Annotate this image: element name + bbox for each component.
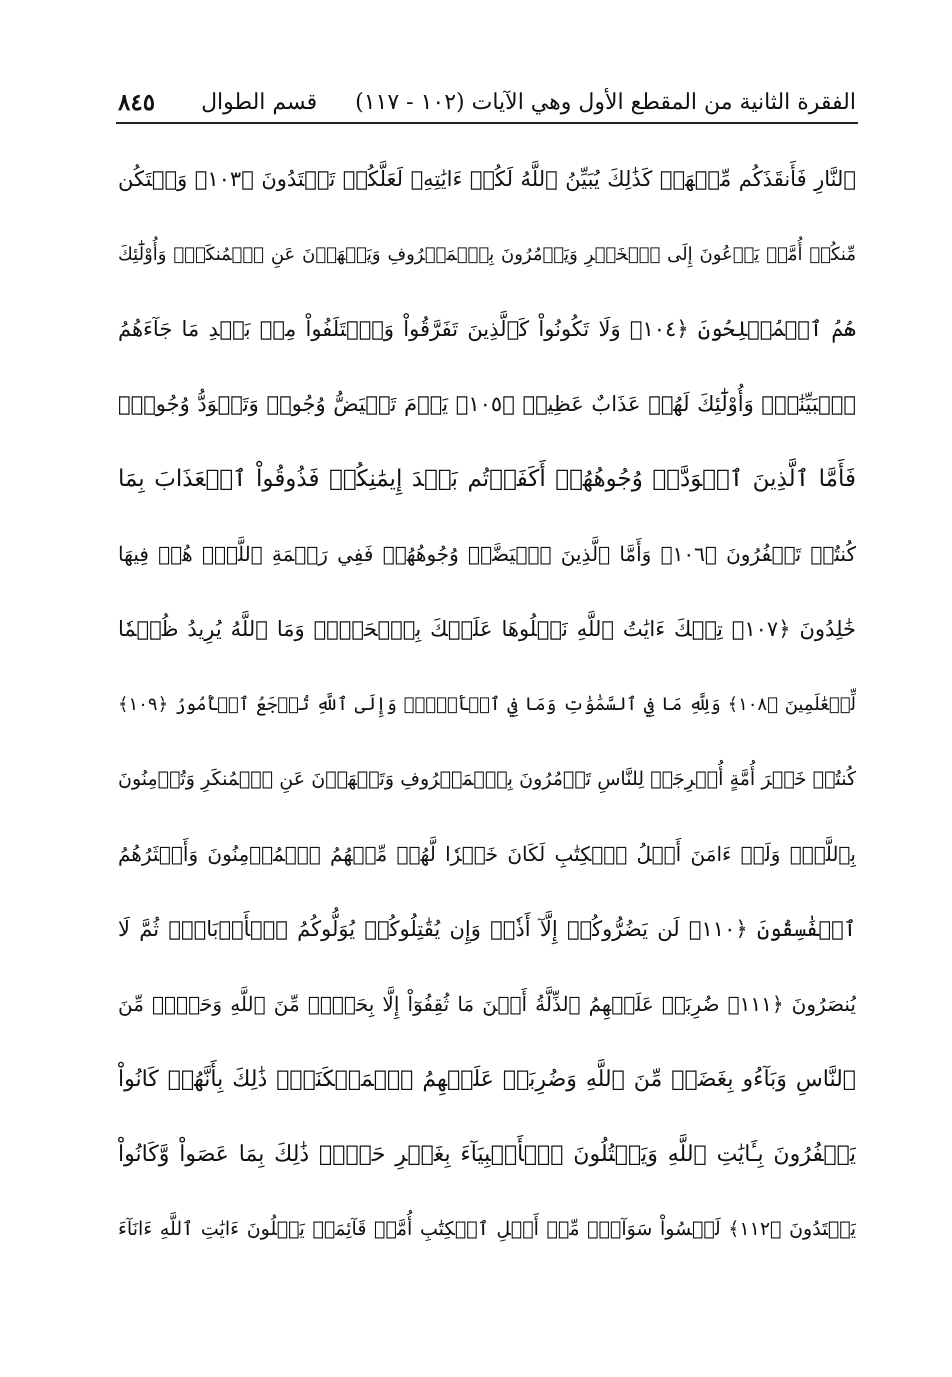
- text-line-4: ٱلۡبَيِّنَٰتُۚ وَأُوْلَٰٓئِكَ لَهُمۡ عَذَابٌ عَظِيمٞ ﴿١٠٥﴾ يَوۡمَ تَبۡيَضُّ وُجُوهٞ وَتَسۡوَدُّ وُجُوهٞۚ: [118, 392, 856, 416]
- header-divider: [116, 122, 858, 124]
- text-line-14: يَكۡفُرُونَ بِـَٔايَٰتِ ٱللَّهِ وَيَقۡتُلُونَ ٱلۡأَنۢبِيَآءَ بِغَيۡرِ حَقّٖۚ ذَٰلِكَ بِمَا عَصَواْ وَّكَانُواْ: [118, 1142, 856, 1167]
- header-section-name: قسم الطوال: [201, 89, 318, 115]
- text-line-13: ٱلنَّاسِ وَبَآءُو بِغَضَبٖ مِّنَ ٱللَّهِ وَضُرِبَتۡ عَلَيۡهِمُ ٱلۡمَسۡكَنَةُۚ ذَٰلِكَ بِأَنَّهُمۡ كَانُواْ: [118, 1067, 856, 1092]
- text-line-9: كُنتُمۡ خَيۡرَ أُمَّةٍ أُخۡرِجَتۡ لِلنَّاسِ تَأۡمُرُونَ بِٱلۡمَعۡرُوفِ وَتَنۡهَوۡنَ عَنِ ٱلۡمُنكَرِ وَتُؤۡمِنُونَ: [118, 768, 856, 790]
- text-line-2: مِّنكُمۡ أُمَّةٞ يَدۡعُونَ إِلَى ٱلۡخَيۡرِ وَيَأۡمُرُونَ بِٱلۡمَعۡرُوفِ وَيَنۡهَوۡنَ عَنِ ٱلۡمُنكَرِۚ وَأُوْلَٰٓئِكَ: [118, 244, 856, 265]
- text-line-3: هُمُ ٱلۡمُفۡلِحُونَ ﴿١٠٤﴾ وَلَا تَكُونُواْ كَٱلَّذِينَ تَفَرَّقُواْ وَٱخۡتَلَفُواْ مِنۢ بَعۡدِ مَا جَآءَهُمُ: [118, 317, 856, 341]
- text-line-5: فَأَمَّا ٱلَّذِينَ ٱسۡوَدَّتۡ وُجُوهُهُمۡ أَكَفَرۡتُم بَعۡدَ إِيمَٰنِكُمۡ فَذُوقُواْ ٱلۡعَذَابَ بِمَا: [118, 466, 856, 492]
- header-left-group: [118, 89, 317, 116]
- text-line-1: ٱلنَّارِ فَأَنقَذَكُم مِّنۡهَاۗ كَذَٰلِكَ يُبَيِّنُ ٱللَّهُ لَكُمۡ ءَايَٰتِهِۦ لَعَلَّكُمۡ تَهۡتَدُونَ ﴿١٠٣﴾ وَلۡتَكُن: [118, 167, 856, 191]
- text-line-7: خَٰلِدُونَ ﴿١٠٧﴾ تِلۡكَ ءَايَٰتُ ٱللَّهِ نَتۡلُوهَا عَلَيۡكَ بِٱلۡحَقِّۗ وَمَا ٱللَّهُ يُرِيدُ ظُلۡمٗا: [118, 617, 856, 641]
- header-title: الفقرة الثانية من المقطع الأول وهي الآيات (١٠٢ - ١١٧): [355, 89, 856, 115]
- text-line-15: يَعۡتَدُونَ ﴿١١٢﴾ لَيۡسُواْ سَوَآءٗۗ مِّنۡ أَهۡلِ ٱلۡكِتَٰبِ أُمَّةٞ قَآئِمَةٞ يَتۡلُونَ ءَايَٰتِ ٱللَّهِ ءَانَآءَ: [118, 1218, 856, 1240]
- text-line-8: لِّلۡعَٰلَمِينَ ﴿١٠٨﴾ وَلِلَّهِ مَا فِي ٱلسَّمَٰوَٰتِ وَمَا فِي ٱلۡأَرۡضِۚ وَإِلَى ٱللَّهِ تُرۡجَعُ ٱلۡأُمُورُ ﴿١٠٩﴾: [118, 694, 856, 715]
- text-line-12: يُنصَرُونَ ﴿١١١﴾ ضُرِبَتۡ عَلَيۡهِمُ ٱلذِّلَّةُ أَيۡنَ مَا ثُقِفُوٓاْ إِلَّا بِحَبۡلٖ مِّنَ ٱللَّهِ وَحَبۡلٖ مِّنَ: [118, 992, 856, 1016]
- text-line-6: كُنتُمۡ تَكۡفُرُونَ ﴿١٠٦﴾ وَأَمَّا ٱلَّذِينَ ٱبۡيَضَّتۡ وُجُوهُهُمۡ فَفِي رَحۡمَةِ ٱللَّهِۖ هُمۡ فِيهَا: [118, 542, 856, 566]
- text-line-11: ٱلۡفَٰسِقُونَ ﴿١١٠﴾ لَن يَضُرُّوكُمۡ إِلَّآ أَذٗىۖ وَإِن يُقَٰتِلُوكُمۡ يُوَلُّوكُمُ ٱلۡأَدۡبَارَۖ ثُمَّ لَا: [118, 917, 856, 941]
- running-header: [118, 82, 856, 122]
- quran-text-body: [118, 142, 856, 1267]
- page-number: ٨٤٥: [118, 88, 156, 116]
- text-line-10: بِٱللَّهِۗ وَلَوۡ ءَامَنَ أَهۡلُ ٱلۡكِتَٰبِ لَكَانَ خَيۡرٗا لَّهُمۚ مِّنۡهُمُ ٱلۡمُؤۡمِنُونَ وَأَكۡثَرُهُمُ: [118, 842, 856, 866]
